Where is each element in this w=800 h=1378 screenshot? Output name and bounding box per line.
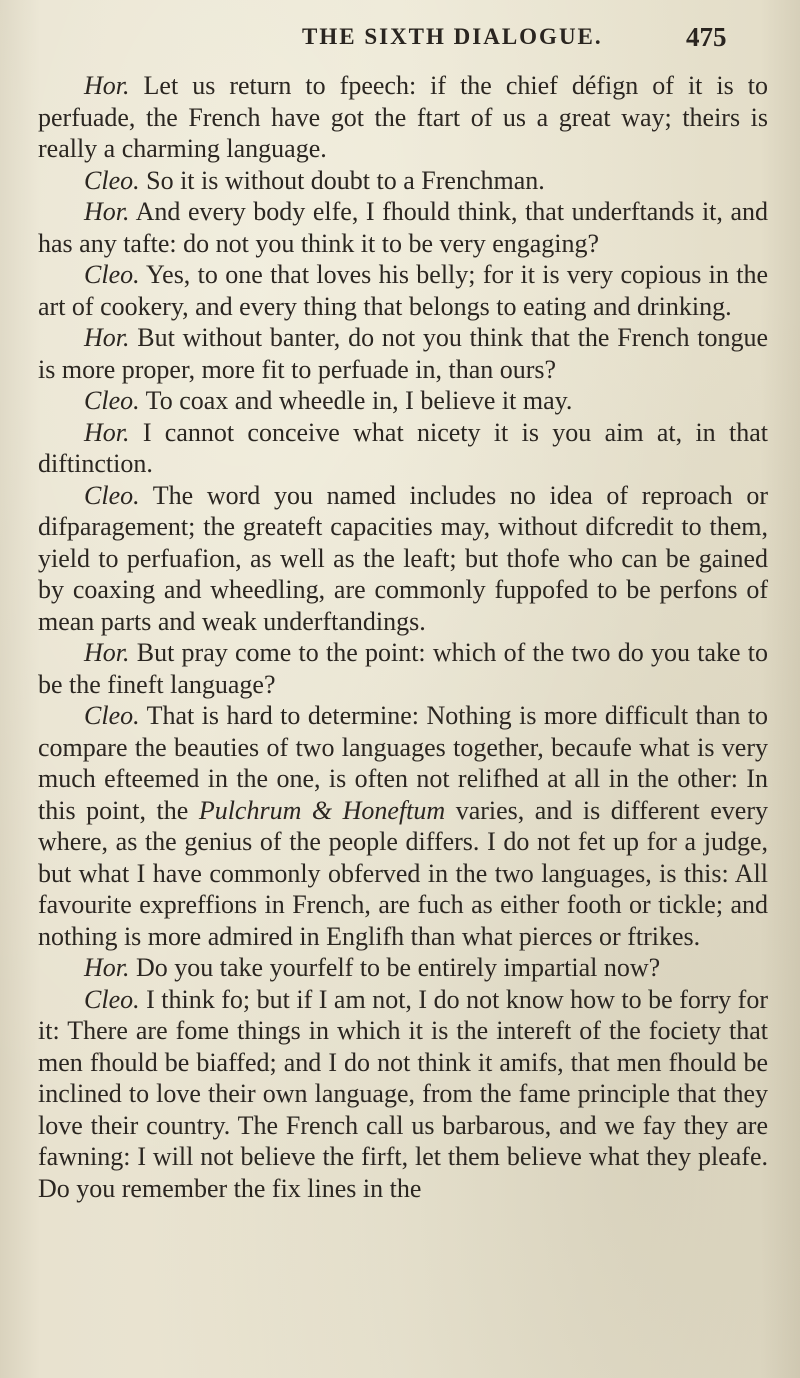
paragraph-text: And every body elfe, I fhould think, that underftands it, and has any tafte: do not you think it to be very engaging?	[38, 197, 768, 258]
latin-phrase: Pulchrum & Honeftum	[198, 795, 446, 825]
paragraph	[38, 637, 768, 700]
speaker-name: Cleo.	[84, 984, 140, 1014]
paragraph-text: Let us return to fpeech: if the chief défign of it is to perfuade, the French have got the ftart of us a great way; theirs is really a charming language.	[38, 71, 768, 163]
paragraph-text: But pray come to the point: which of the two do you take to be the fineft language?	[38, 638, 768, 699]
paragraph	[38, 196, 768, 259]
paragraph	[38, 70, 768, 165]
speaker-name: Cleo.	[84, 260, 140, 289]
paragraph-text: varies, and is different every where, as the genius of the people differs. I do not fet up for a judge, but what I have commonly obferved in the two languages, is this: All favourite expreffions in French, are fuch as either footh or tickle; and nothing is more admired in Englifh than what pierces or ftrikes.	[38, 795, 768, 951]
speaker-name: Hor.	[84, 638, 130, 667]
paragraph	[38, 417, 768, 480]
speaker-name: Cleo.	[84, 165, 140, 195]
paragraph	[38, 165, 768, 197]
paragraph	[38, 984, 768, 1205]
paragraph	[38, 259, 768, 322]
paragraph-text: Yes, to one that loves his belly; for it is very copious in the art of cookery, and every thing that belongs to eating and drinking.	[38, 260, 768, 321]
running-head	[0, 18, 800, 62]
paragraph-text: But without banter, do not you think that the French tongue is more proper, more fit to perfuade in, than ours?	[38, 323, 768, 384]
speaker-name: Hor.	[84, 417, 130, 447]
paragraph	[38, 700, 768, 952]
paragraph-text: The word you named includes no idea of reproach or difparagement; the greateft capacities may, without difcredit to them, yield to perfuafion, as well as the leaft; but thofe who can be gained by coaxing and wheedling, are commonly fuppofed to be perfons of mean parts and weak underftandings.	[38, 480, 768, 636]
paragraph-text: I think fo; but if I am not, I do not know how to be forry for it: There are fome things in which it is the intereft of the fociety that men fhould be biaffed; and I do not think it amifs, that men fhould be inclined to love their own language, from the fame principle that they love their country. The French call us barbarous, and we fay they are fawning: I will not believe the firft, let them believe what they pleafe. Do you remember the fix lines in the	[38, 984, 768, 1203]
speaker-name: Hor.	[84, 323, 130, 352]
paragraph-text: To coax and wheedle in, I believe it may.	[139, 386, 573, 415]
speaker-name: Cleo.	[84, 480, 140, 510]
running-title: THE SIXTH DIALOGUE.	[302, 24, 603, 49]
speaker-name: Hor.	[84, 197, 130, 226]
speaker-name: Hor.	[84, 953, 130, 982]
paragraph-text: I cannot conceive what nicety it is you aim at, in that diftinction.	[38, 417, 768, 478]
paragraph	[38, 322, 768, 385]
paragraph	[38, 385, 768, 417]
speaker-name: Hor.	[84, 71, 130, 100]
paragraph	[38, 952, 768, 984]
speaker-name: Cleo.	[84, 386, 140, 415]
page-number: 475	[686, 22, 727, 52]
paragraph	[38, 480, 768, 638]
paragraph-text: So it is without doubt to a Frenchman.	[139, 165, 545, 195]
paragraph-text: Do you take yourfelf to be entirely impartial now?	[129, 953, 661, 982]
speaker-name: Cleo.	[84, 701, 140, 730]
dialogue-text	[38, 70, 768, 1204]
paragraph-text: That is hard to determine: Nothing is more difficult than to compare the beauties of two languages together, becaufe what is very much efteemed in the one, is often not relifhed at all in the other: In this point, the	[38, 701, 768, 825]
